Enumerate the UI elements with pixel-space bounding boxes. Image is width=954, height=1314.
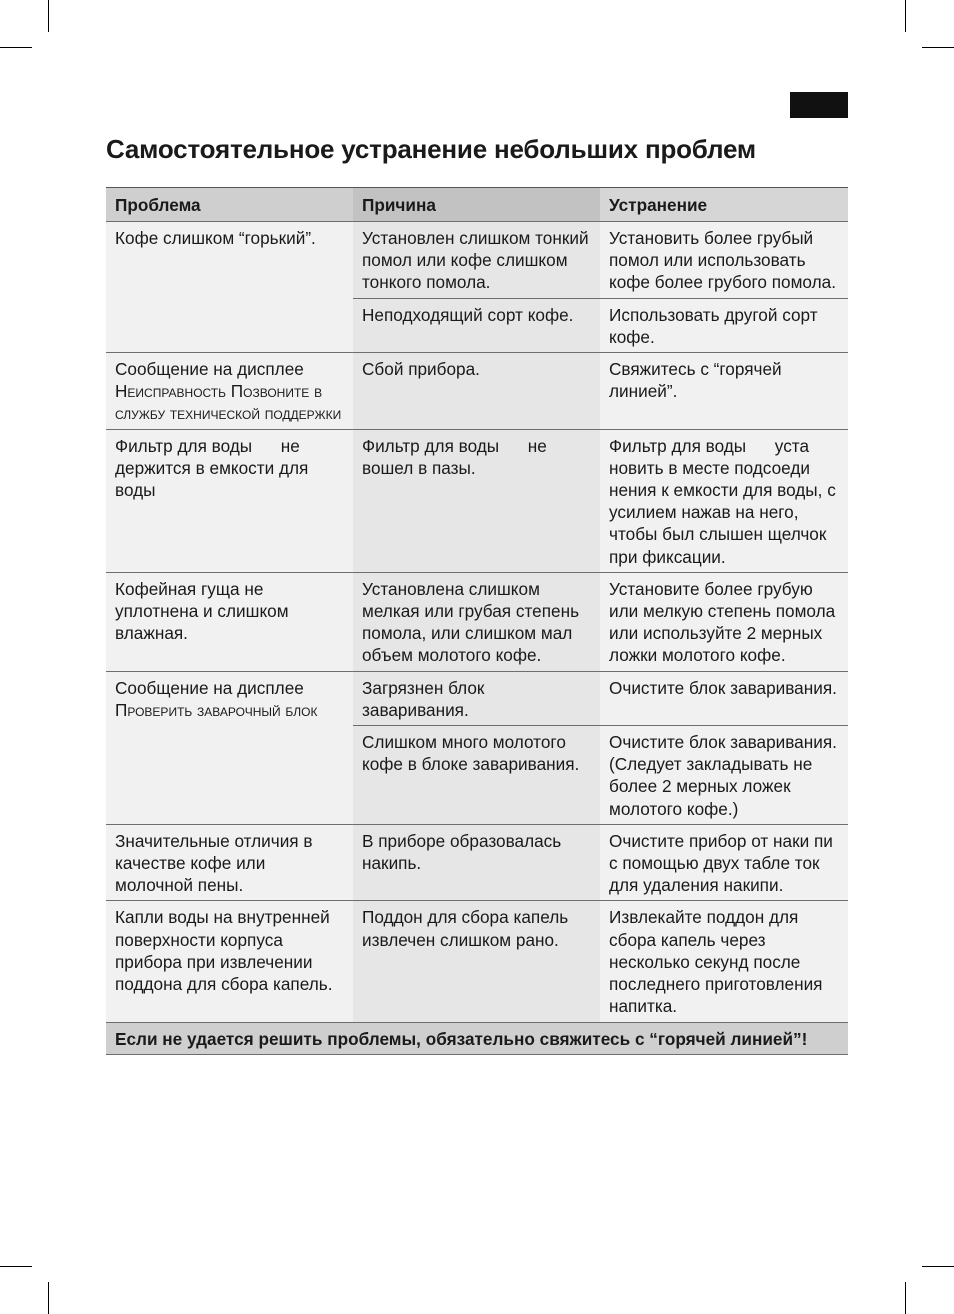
fix-text: Фильтр для воды уста новить в месте подсоеди нения к емкости для воды, с усилием нажав на него, чтобы был слышен щелчок при фиксации. (609, 435, 841, 567)
fix-cell: Установить более грубый помол или использовать кофе более грубого помола. (600, 222, 848, 299)
display-message: Проверить заварочный блок (115, 699, 318, 720)
table-row (106, 901, 848, 1022)
problem-cell (106, 429, 353, 572)
fix-cell: Свяжитесь с “горячей линией”. (600, 353, 848, 430)
table-row (106, 671, 848, 725)
table-row (106, 824, 848, 901)
fix-cell: Очистите прибор от наки пи с помощью двух табле ток для удаления накипи. (600, 824, 848, 901)
fix-cell (600, 429, 848, 572)
cause-cell: Слишком много молотого кофе в блоке заваривания. (353, 726, 600, 825)
cause-cell: Поддон для сбора капель извлечен слишком рано. (353, 901, 600, 1022)
problem-cell: Значительные отличия в качестве кофе или молочной пены. (106, 824, 353, 901)
cause-text: Фильтр для воды не вошел в пазы. (362, 435, 552, 478)
header-fix: Устранение (600, 188, 848, 222)
crop-mark (922, 47, 954, 48)
cause-cell: Установлен слишком тонкий помол или кофе слишком тонкого помола. (353, 222, 600, 299)
problem-cell: Кофейная гуща не уплотнена и слишком влажная. (106, 572, 353, 671)
language-tab (790, 92, 848, 118)
page-title: Самостоятельное устранение небольших проблем (106, 134, 756, 164)
cause-cell: Загрязнен блок заваривания. (353, 671, 600, 725)
table-row (106, 222, 848, 299)
fix-cell: Очистите блок заваривания. (600, 671, 848, 725)
fix-cell: Использовать другой сорт кофе. (600, 298, 848, 352)
fix-cell: Извлекайте поддон для сбора капель через несколько секунд после последнего приготовления напитка. (600, 901, 848, 1022)
crop-mark (922, 1266, 954, 1267)
header-problem: Проблема (106, 188, 353, 222)
crop-mark (0, 47, 32, 48)
crop-mark (905, 1282, 906, 1314)
cause-cell: Неподходящий сорт кофе. (353, 298, 600, 352)
display-message: Неисправность Позвоните в службу технической поддержки (115, 381, 342, 424)
table-row (106, 353, 848, 430)
table-row (106, 572, 848, 671)
cause-cell: Установлена слишком мелкая или грубая степень помола, или слишком мал объем молотого кофе. (353, 572, 600, 671)
problem-text: Фильтр для воды не держится в емкости для воды (115, 435, 314, 501)
crop-mark (905, 0, 906, 32)
crop-mark (0, 1266, 32, 1267)
fix-cell: Установите более грубую или мелкую степень помола или используйте 2 мерных ложки молотого кофе. (600, 572, 848, 671)
header-cause: Причина (353, 188, 600, 222)
problem-cell: Капли воды на внутренней поверхности корпуса прибора при извлечении поддона для сбора капель. (106, 901, 353, 1022)
crop-mark (48, 0, 49, 32)
problem-cell (106, 671, 353, 824)
cause-cell: В приборе образовалась накипь. (353, 824, 600, 901)
problem-cell: Кофе слишком “горький”. (106, 222, 353, 353)
problem-text: Сообщение на дисплее (115, 359, 304, 380)
fix-cell: Очистите блок заваривания. (Следует закладывать не более 2 мерных ложек молотого кофе.) (600, 726, 848, 825)
cause-cell (353, 429, 600, 572)
problem-text: Сообщение на дисплее (115, 677, 304, 698)
crop-mark (48, 1282, 49, 1314)
table-footer-row (106, 1022, 848, 1054)
troubleshooting-table (106, 187, 848, 1055)
problem-cell (106, 353, 353, 430)
hotline-note: Если не удается решить проблемы, обязательно свяжитесь с “горячей линией”! (106, 1022, 848, 1054)
table-header-row (106, 188, 848, 222)
cause-cell: Сбой прибора. (353, 353, 600, 430)
table-row (106, 429, 848, 572)
